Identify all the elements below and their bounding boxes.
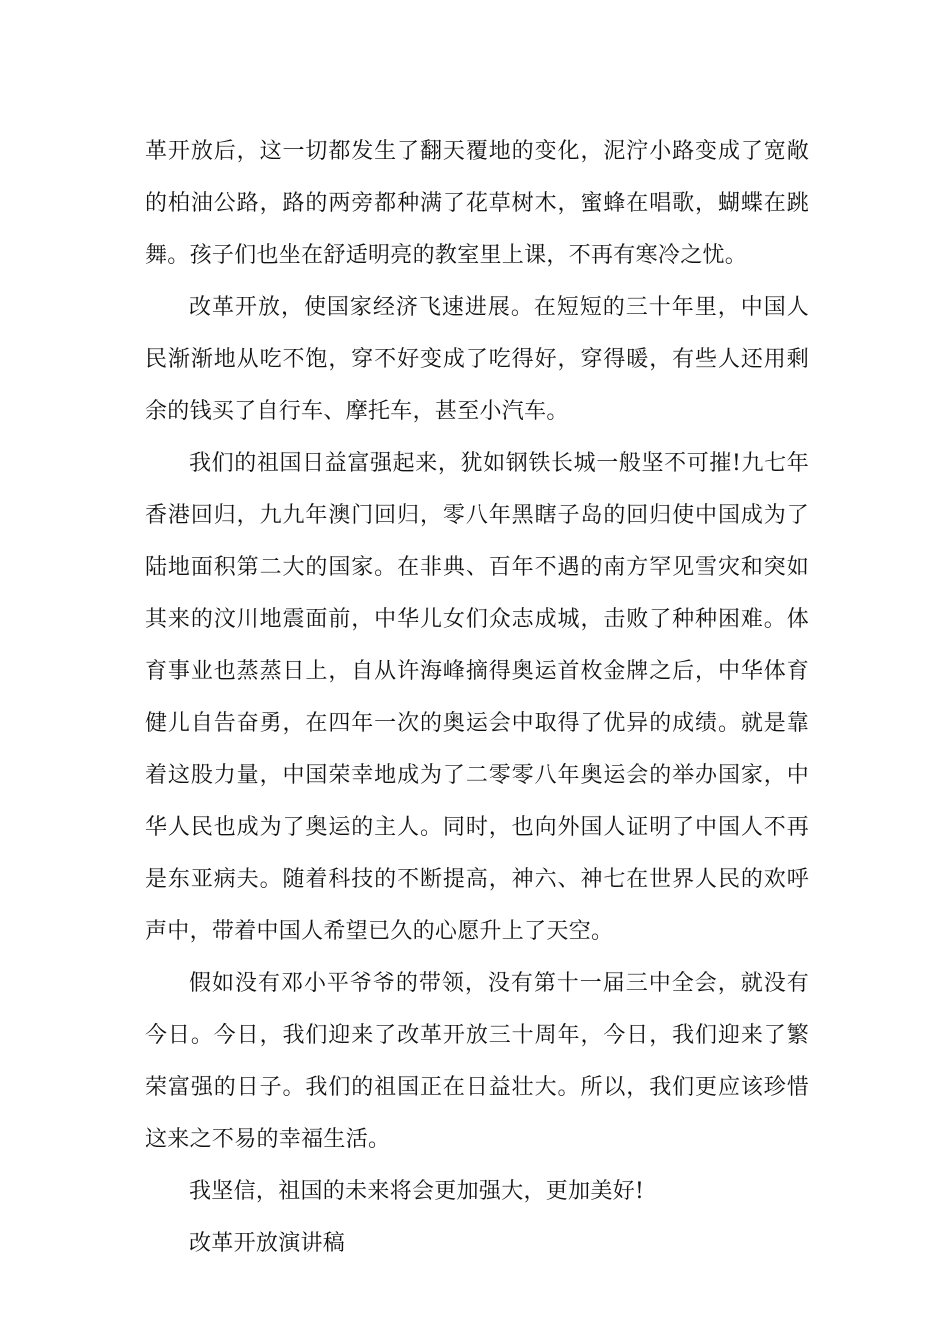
text-line: 民渐渐地从吃不饱，穿不好变成了吃得好，穿得暖，有些人还用剩 bbox=[145, 347, 809, 372]
text-line: 今日。今日，我们迎来了改革开放三十周年，今日，我们迎来了繁 bbox=[145, 1023, 809, 1048]
text-line: 着这股力量，中国荣幸地成为了二零零八年奥运会的举办国家，中 bbox=[145, 763, 809, 788]
text-line: 改革开放演讲稿 bbox=[189, 1231, 346, 1256]
text-line: 声中，带着中国人希望已久的心愿升上了天空。 bbox=[145, 919, 614, 944]
text-line: 余的钱买了自行车、摩托车，甚至小汽车。 bbox=[145, 399, 569, 424]
document-title-line bbox=[145, 1218, 809, 1270]
text-line: 陆地面积第二大的国家。在非典、百年不遇的南方罕见雪灾和突如 bbox=[145, 555, 809, 580]
text-line: 华人民也成为了奥运的主人。同时，也向外国人证明了中国人不再 bbox=[145, 815, 809, 840]
document-body bbox=[145, 126, 809, 1270]
paragraph bbox=[145, 282, 809, 438]
paragraph bbox=[145, 438, 809, 958]
text-line: 健儿自告奋勇，在四年一次的奥运会中取得了优异的成绩。就是靠 bbox=[145, 711, 809, 736]
paragraph bbox=[145, 126, 809, 282]
text-line: 育事业也蒸蒸日上，自从许海峰摘得奥运首枚金牌之后，中华体育 bbox=[145, 659, 809, 684]
text-line: 荣富强的日子。我们的祖国正在日益壮大。所以，我们更应该珍惜 bbox=[145, 1075, 809, 1100]
text-line: 其来的汶川地震面前，中华儿女们众志成城，击败了种种困难。体 bbox=[145, 607, 809, 632]
text-line: 香港回归，九九年澳门回归，零八年黑瞎子岛的回归使中国成为了 bbox=[145, 503, 809, 528]
text-line: 是东亚病夫。随着科技的不断提高，神六、神七在世界人民的欢呼 bbox=[145, 867, 809, 892]
text-line: 革开放后，这一切都发生了翻天覆地的变化，泥泞小路变成了宽敞 bbox=[145, 139, 809, 164]
paragraph bbox=[145, 1166, 809, 1218]
text-line: 我们的祖国日益富强起来，犹如钢铁长城一般坚不可摧!九七年 bbox=[189, 451, 809, 476]
text-line: 假如没有邓小平爷爷的带领，没有第十一届三中全会，就没有 bbox=[189, 971, 809, 996]
text-line: 改革开放，使国家经济飞速进展。在短短的三十年里，中国人 bbox=[189, 295, 809, 320]
text-line: 的柏油公路，路的两旁都种满了花草树木，蜜蜂在唱歌，蝴蝶在跳 bbox=[145, 191, 809, 216]
text-line: 舞。孩子们也坐在舒适明亮的教室里上课，不再有寒冷之忧。 bbox=[145, 243, 748, 268]
text-line: 这来之不易的幸福生活。 bbox=[145, 1127, 391, 1152]
paragraph bbox=[145, 958, 809, 1166]
text-line: 我坚信，祖国的未来将会更加强大，更加美好! bbox=[189, 1179, 645, 1204]
